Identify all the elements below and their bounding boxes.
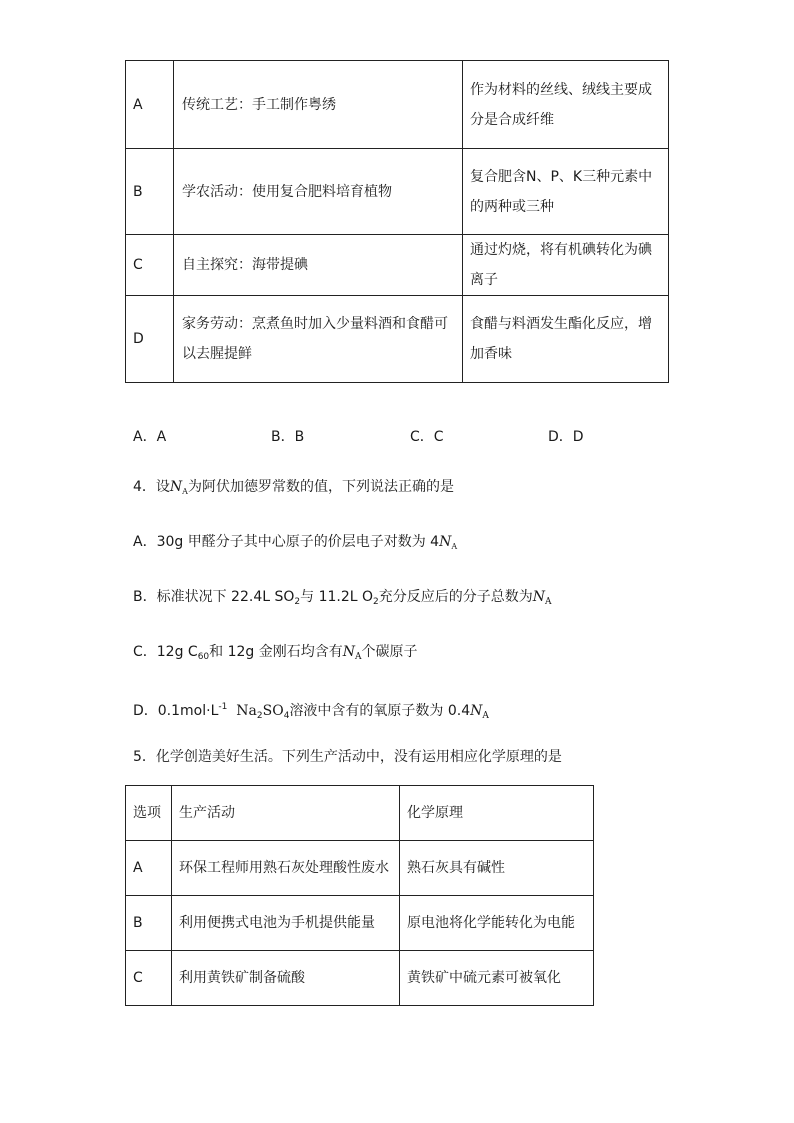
principle-cell: 黄铁矿中硫元素可被氧化 (400, 951, 594, 1006)
q4-option-c-prefix: C．12g C (133, 644, 198, 660)
choice-c[interactable]: C．C (410, 429, 444, 445)
activity-cell: 利用便携式电池为手机提供能量 (172, 896, 400, 951)
principle-cell: 作为材料的丝线、绒线主要成分是合成纤维 (463, 61, 669, 149)
q4-stem (133, 477, 454, 502)
na-symbol: $N_A$ (532, 589, 552, 607)
table-row (126, 61, 669, 149)
q4-option-b-after: 充分反应后的分子总数为 (378, 589, 533, 605)
table-row (126, 896, 594, 951)
header-principle: 化学原理 (400, 786, 594, 841)
table-row (126, 841, 594, 896)
choice-b[interactable]: B．B (271, 429, 305, 445)
principle-cell: 原电池将化学能转化为电能 (400, 896, 594, 951)
subscript: 60 (197, 652, 210, 662)
q4-option-d[interactable] (133, 697, 489, 726)
choice-a[interactable]: A．A (133, 429, 167, 445)
row-label: B (126, 896, 172, 951)
row-label: D (126, 296, 174, 383)
q4-option-a-text: A．30g 甲醛分子其中心原子的价层电子对数为 4 (133, 534, 440, 550)
na-symbol: $N_A$ (169, 479, 188, 496)
q4-option-d-prefix: D．0.1mol·L (133, 703, 219, 719)
header-option: 选项 (126, 786, 172, 841)
formula-na: Na (236, 703, 257, 719)
activity-cell: 环保工程师用熟石灰处理酸性废水 (172, 841, 400, 896)
subscript: 4 (283, 711, 290, 721)
table-row (126, 235, 669, 296)
row-label: A (126, 841, 172, 896)
q4-stem-after: 为阿伏加德罗常数的值，下列说法正确的是 (187, 479, 454, 495)
subscript: 2 (256, 711, 263, 721)
na-symbol: $N_A$ (470, 703, 489, 721)
row-label: A (126, 61, 174, 149)
activity-cell: 传统工艺：手工制作粤绣 (174, 61, 463, 149)
table-row (126, 149, 669, 235)
choice-d[interactable]: D．D (548, 429, 584, 445)
row-label: C (126, 951, 172, 1006)
q4-option-b-prefix: B．标准状况下 22.4L SO (133, 589, 295, 605)
q4-option-a[interactable] (133, 532, 457, 557)
row-label: C (126, 235, 174, 296)
row-label: B (126, 149, 174, 235)
na-symbol: $N_A$ (342, 644, 362, 662)
activity-cell: 学农活动：使用复合肥料培育植物 (174, 149, 463, 235)
header-activity: 生产活动 (172, 786, 400, 841)
principle-cell: 熟石灰具有碱性 (400, 841, 594, 896)
subscript: 2 (373, 597, 379, 607)
activity-cell: 自主探究：海带提碘 (174, 235, 463, 296)
table-row (126, 951, 594, 1006)
q5-table (125, 785, 594, 1006)
q4-option-d-after: 溶液中含有的氧原子数为 0.4 (289, 703, 471, 719)
q4-option-c-tail: 个碳原子 (361, 644, 418, 660)
activity-cell: 家务劳动：烹煮鱼时加入少量料酒和食醋可以去腥提鲜 (174, 296, 463, 383)
q4-option-b-mid: 与 11.2L O (300, 589, 374, 605)
q5-stem: 5．化学创造美好生活。下列生产活动中，没有运用相应化学原理的是 (133, 749, 562, 765)
na-symbol: $N_A$ (439, 534, 458, 551)
q4-stem-before: 4．设 (133, 479, 170, 495)
formula-so: SO (262, 703, 284, 719)
q4-option-c-after: 和 12g 金刚石均含有 (209, 644, 343, 660)
principle-cell: 通过灼烧，将有机碘转化为碘离子 (463, 235, 669, 296)
table-header-row (126, 786, 594, 841)
subscript: 2 (294, 597, 301, 607)
superscript: -1 (218, 702, 228, 712)
principle-cell: 复合肥含N、P、K三种元素中的两种或三种 (463, 149, 669, 235)
q4-option-c[interactable] (133, 642, 418, 667)
activity-cell: 利用黄铁矿制备硫酸 (172, 951, 400, 1006)
table-row (126, 296, 669, 383)
q4-option-b[interactable] (133, 587, 552, 612)
principle-cell: 食醋与料酒发生酯化反应，增加香味 (463, 296, 669, 383)
q3-table (125, 60, 669, 383)
